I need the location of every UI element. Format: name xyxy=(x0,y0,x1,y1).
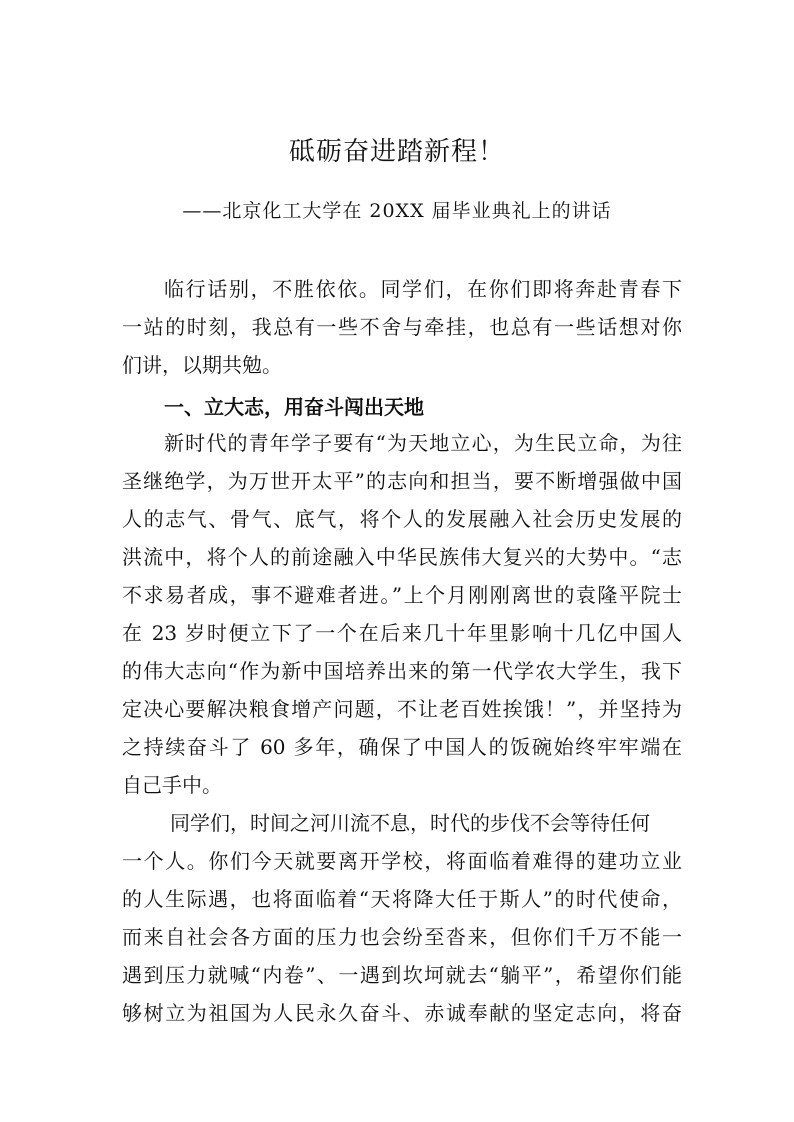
paragraph-line: 之持续奋斗了 60 多年，确保了中国人的饭碗始终牢牢端在 xyxy=(122,735,682,759)
paragraph-line: 洪流中，将个人的前途融入中华民族伟大复兴的大势中。“志 xyxy=(122,545,682,569)
section-heading: 一、立大志，用奋斗闯出天地 xyxy=(164,395,424,419)
paragraph-line: 自己手中。 xyxy=(122,773,222,797)
paragraph-line: 遇到压力就喊“内卷”、一遇到坎坷就去“躺平”，希望你们能 xyxy=(122,963,682,987)
paragraph-line: 临行话别，不胜依依。同学们，在你们即将奔赴青春下 xyxy=(164,277,682,301)
document-subtitle: ——北京化工大学在 20XX 届毕业典礼上的讲话 xyxy=(182,200,612,222)
paragraph-line: 一站的时刻，我总有一些不舍与牵挂，也总有一些话想对你 xyxy=(122,315,682,339)
paragraph-line: 一个人。你们今天就要离开学校，将面临着难得的建功立业 xyxy=(122,849,682,873)
paragraph-line: 而来自社会各方面的压力也会纷至沓来，但你们千万不能一 xyxy=(122,925,682,949)
paragraph-line: 圣继绝学，为万世开太平”的志向和担当，要不断增强做中国 xyxy=(122,469,682,493)
paragraph-line: 不求易者成，事不避难者进。”上个月刚刚离世的袁隆平院士 xyxy=(122,583,682,607)
paragraph-line: 人的志气、骨气、底气，将个人的发展融入社会历史发展的 xyxy=(122,507,682,531)
paragraph-line: 定决心要解决粮食增产问题，不让老百姓挨饿！”，并坚持为 xyxy=(122,697,682,721)
paragraph-line: 新时代的青年学子要有“为天地立心，为生民立命，为往 xyxy=(164,431,682,455)
paragraph-line: 够树立为祖国为人民永久奋斗、赤诚奉献的坚定志向，将奋 xyxy=(122,1001,682,1025)
document-title: 砥砺奋进踏新程！ xyxy=(288,137,505,167)
paragraph-line: 同学们，时间之河川流不息，时代的步伐不会等待任何 xyxy=(170,811,650,835)
paragraph-line: 在 23 岁时便立下了一个在后来几十年里影响十几亿中国人 xyxy=(122,621,682,645)
paragraph-line: 的人生际遇，也将面临着“天将降大任于斯人”的时代使命， xyxy=(122,887,682,911)
paragraph-line: 们讲，以期共勉。 xyxy=(122,353,282,377)
paragraph-line: 的伟大志向“作为新中国培养出来的第一代学农大学生，我下 xyxy=(122,659,682,683)
